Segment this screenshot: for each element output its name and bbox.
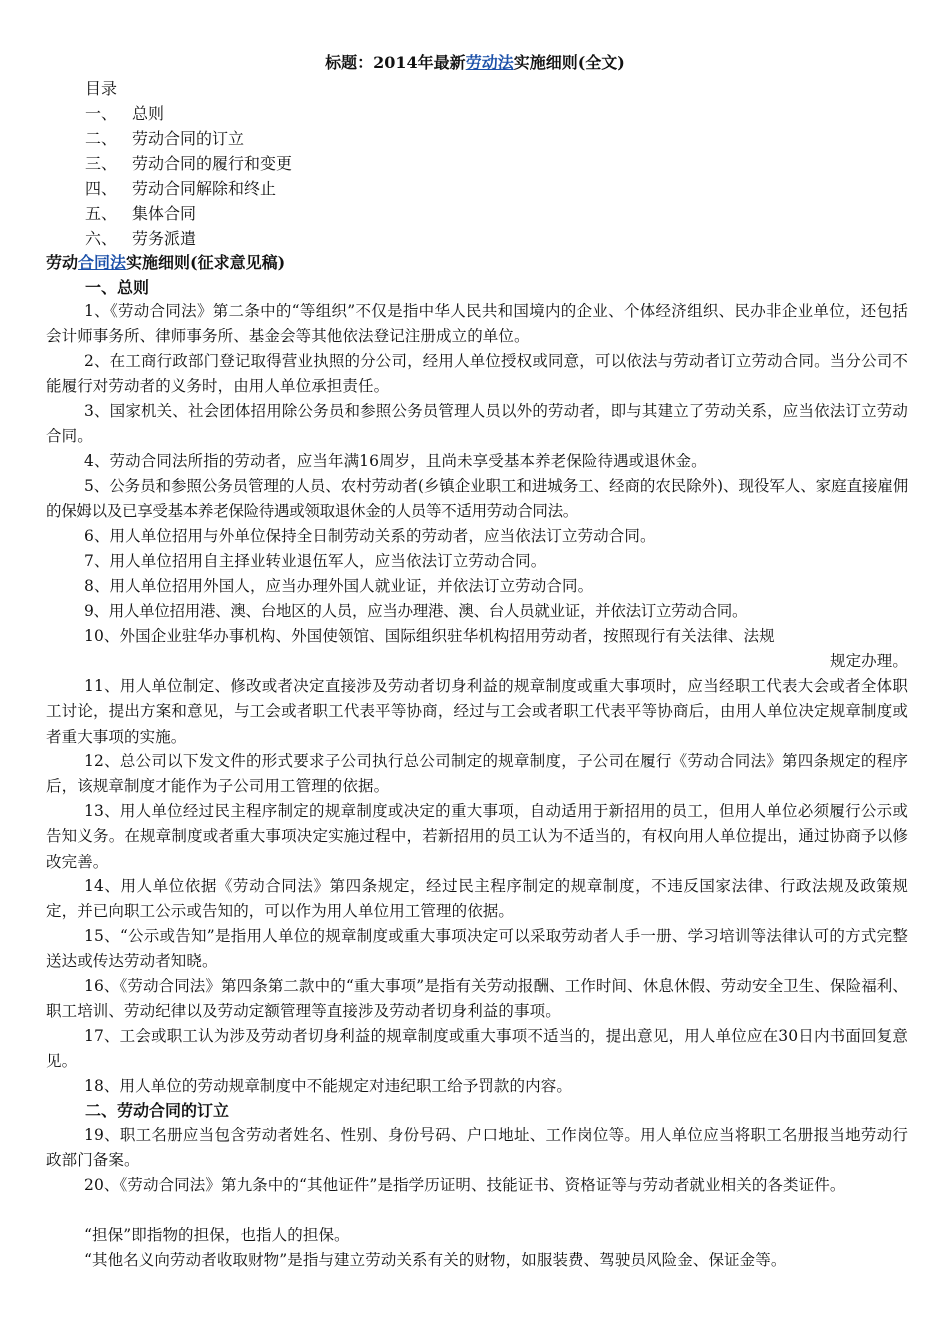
article-1: 1、《劳动合同法》第二条中的“等组织”不仅是指中华人民共和国境内的企业、个体经济组织、民办非企业单位，还包括会计师事务所、律师事务所、基金会等其他依法登记注册成立的单位。 bbox=[46, 302, 908, 346]
article-10-line-1: 10、外国企业驻华办事机构、外国使领馆、国际组织驻华机构招用劳动者，按照现行有关法律、法规 bbox=[84, 627, 775, 645]
article-8: 8、用人单位招用外国人，应当办理外国人就业证，并依法订立劳动合同。 bbox=[84, 577, 594, 595]
heading-suffix: 实施细则(征求意见稿) bbox=[126, 253, 286, 272]
article-7: 7、用人单位招用自主择业转业退伍军人，应当依法订立劳动合同。 bbox=[84, 552, 547, 570]
document-heading bbox=[46, 250, 285, 275]
title-suffix: 实施细则(全文) bbox=[513, 53, 625, 72]
toc-label: 目录 bbox=[85, 79, 118, 98]
document-title bbox=[0, 50, 950, 76]
toc-item-number: 二、 bbox=[85, 129, 118, 148]
section-heading-contract-conclusion: 二、劳动合同的订立 bbox=[85, 1101, 230, 1120]
heading-link-contract-law[interactable]: 合同法 bbox=[78, 253, 127, 272]
guarantee-note: “担保”即指物的担保，也指人的担保。 bbox=[84, 1226, 350, 1244]
article-17: 17、工会或职工认为涉及劳动者切身利益的规章制度或重大事项不适当的，提出意见，用人单位应在30日内书面回复意见。 bbox=[46, 1027, 908, 1071]
article-15: 15、“公示或告知”是指用人单位的规章制度或重大事项决定可以采取劳动者人手一册、学习培训等法律认可的方式完整送达或传达劳动者知晓。 bbox=[46, 927, 908, 971]
toc-item bbox=[85, 176, 292, 201]
article-10-line-2: 规定办理。 bbox=[829, 652, 908, 671]
toc-item-text: 劳动合同的订立 bbox=[132, 129, 245, 148]
article-3: 3、国家机关、社会团体招用除公务员和参照公务员管理人员以外的劳动者，即与其建立了劳动关系，应当依法订立劳动合同。 bbox=[46, 402, 908, 446]
toc-item bbox=[85, 126, 292, 151]
other-property-note: “其他名义向劳动者收取财物”是指与建立劳动关系有关的财物，如服装费、驾驶员风险金、保证金等。 bbox=[84, 1251, 787, 1269]
toc-item bbox=[85, 201, 292, 226]
toc-item bbox=[85, 151, 292, 176]
article-18: 18、用人单位的劳动规章制度中不能规定对违纪职工给予罚款的内容。 bbox=[84, 1077, 572, 1095]
article-16: 16、《劳动合同法》第四条第二款中的“重大事项”是指有关劳动报酬、工作时间、休息休假、劳动安全卫生、保险福利、职工培训、劳动纪律以及劳动定额管理等直接涉及劳动者切身利益的事项。 bbox=[46, 977, 908, 1021]
toc-item-number: 四、 bbox=[85, 179, 118, 198]
toc-item-number: 五、 bbox=[85, 204, 118, 223]
section-heading-general: 一、总则 bbox=[85, 278, 150, 297]
article-11: 11、用人单位制定、修改或者决定直接涉及劳动者切身利益的规章制度或重大事项时，应当经职工代表大会或者全体职工讨论，提出方案和意见，与工会或者职工代表平等协商，经过与工会或者职工代表平等协商后，由用人单位决定规章制度或者重大事项的实施。 bbox=[46, 677, 908, 746]
article-6: 6、用人单位招用与外单位保持全日制劳动关系的劳动者，应当依法订立劳动合同。 bbox=[84, 527, 656, 545]
table-of-contents bbox=[85, 76, 292, 251]
article-5: 5、公务员和参照公务员管理的人员、农村劳动者(乡镇企业职工和进城务工、经商的农民除外)、现役军人、家庭直接雇佣的保姆以及已享受基本养老保险待遇或领取退休金的人员等不适用劳动合同法。 bbox=[46, 477, 908, 521]
toc-item-text: 劳动合同的履行和变更 bbox=[132, 154, 293, 173]
article-4: 4、劳动合同法所指的劳动者，应当年满16周岁，且尚未享受基本养老保险待遇或退休金。 bbox=[84, 452, 707, 470]
article-13: 13、用人单位经过民主程序制定的规章制度或决定的重大事项，自动适用于新招用的员工，但用人单位必须履行公示或告知义务。在规章制度或者重大事项决定实施过程中，若新招用的员工认为不适当的，有权向用人单位提出，通过协商予以修改完善。 bbox=[46, 802, 908, 871]
toc-item bbox=[85, 226, 292, 251]
article-9: 9、用人单位招用港、澳、台地区的人员，应当办理港、澳、台人员就业证，并依法订立劳动合同。 bbox=[84, 602, 748, 620]
title-link-labor-law[interactable]: 劳动法 bbox=[465, 53, 514, 72]
toc-item-number: 一、 bbox=[85, 104, 118, 123]
heading-prefix: 劳动 bbox=[46, 253, 79, 272]
toc-item-number: 六、 bbox=[85, 229, 118, 248]
title-prefix: 标题：2014年最新 bbox=[325, 53, 466, 72]
toc-item-text: 集体合同 bbox=[132, 204, 197, 223]
article-2: 2、在工商行政部门登记取得营业执照的分公司，经用人单位授权或同意，可以依法与劳动者订立劳动合同。当分公司不能履行对劳动者的义务时，由用人单位承担责任。 bbox=[46, 352, 908, 396]
toc-item bbox=[85, 101, 292, 126]
toc-item-text: 劳动合同解除和终止 bbox=[132, 179, 277, 198]
article-20: 20、《劳动合同法》第九条中的“其他证件”是指学历证明、技能证书、资格证等与劳动者就业相关的各类证件。 bbox=[84, 1176, 846, 1194]
article-19: 19、职工名册应当包含劳动者姓名、性别、身份号码、户口地址、工作岗位等。用人单位应当将职工名册报当地劳动行政部门备案。 bbox=[46, 1126, 908, 1170]
toc-item-text: 劳务派遣 bbox=[132, 229, 197, 248]
toc-item-text: 总则 bbox=[132, 104, 165, 123]
toc-item-number: 三、 bbox=[85, 154, 118, 173]
article-12: 12、总公司以下发文件的形式要求子公司执行总公司制定的规章制度，子公司在履行《劳动合同法》第四条规定的程序后，该规章制度才能作为子公司用工管理的依据。 bbox=[46, 752, 908, 796]
article-10 bbox=[46, 624, 908, 675]
article-14: 14、用人单位依据《劳动合同法》第四条规定，经过民主程序制定的规章制度，不违反国家法律、行政法规及政策规定，并已向职工公示或告知的，可以作为用人单位用工管理的依据。 bbox=[46, 877, 908, 921]
